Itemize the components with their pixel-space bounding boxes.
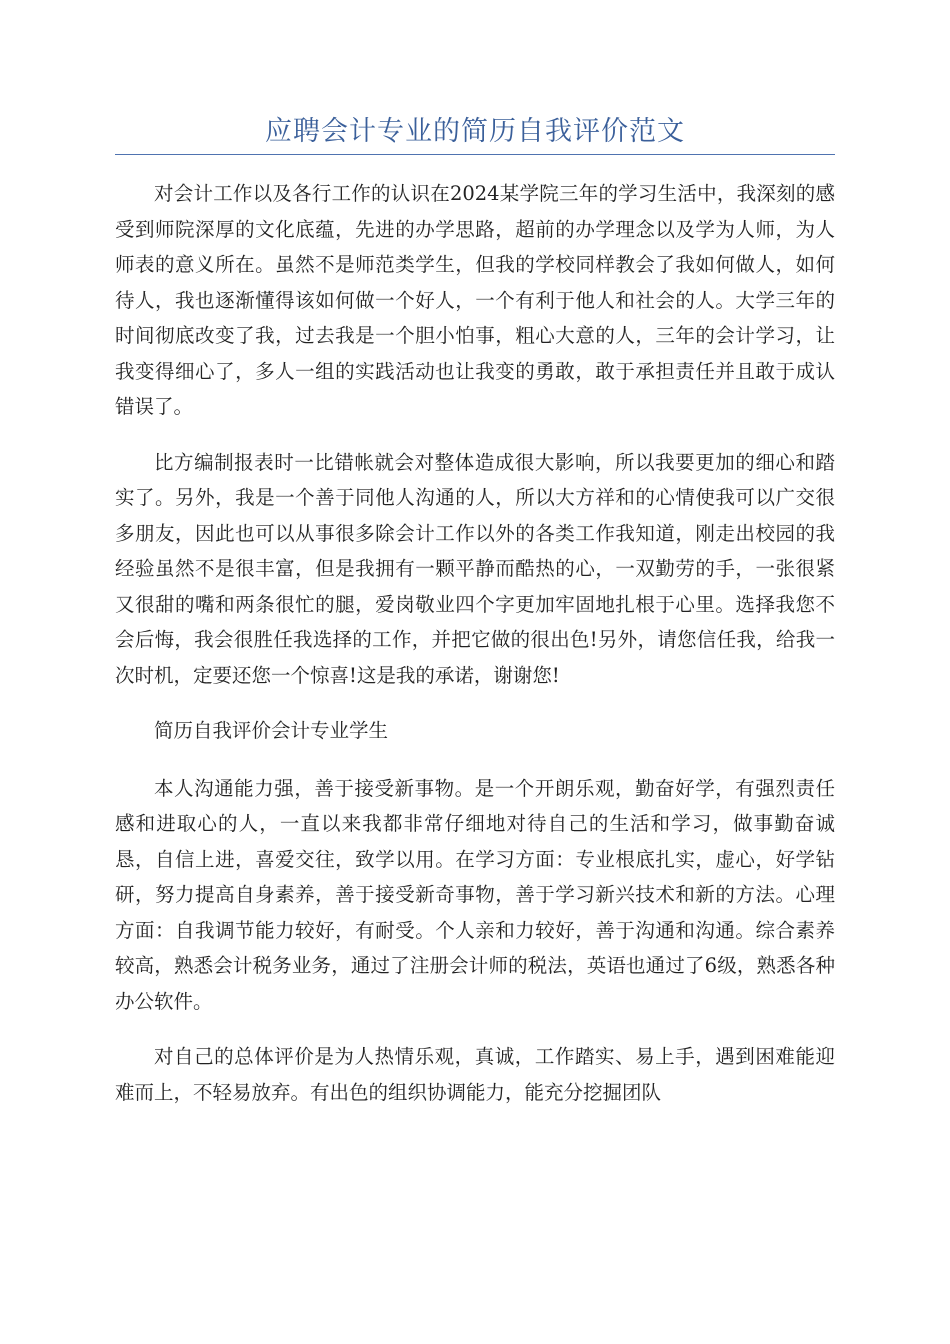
- paragraph-4: 对自己的总体评价是为人热情乐观，真诚，工作踏实、易上手，遇到困难能迎难而上，不轻易放弃。有出色的组织协调能力，能充分挖掘团队: [115, 1045, 835, 1104]
- paragraph-1: 对会计工作以及各行工作的认识在2024某学院三年的学习生活中，我深刻的感受到师院深厚的文化底蕴，先进的办学思路，超前的办学理念以及学为人师，为人师表的意义所在。虽然不是师范类学生，但我的学校同样教会了我如何做人，如何待人，我也逐渐懂得该如何做一个好人，一个有利于他人和社会的人。大学三年的时间彻底改变了我，过去我是一个胆小怕事，粗心大意的人，三年的会计学习，让我变得细心了，多人一组的实践活动也让我变的勇敢，敢于承担责任并且敢于成认错误了。: [115, 182, 835, 418]
- paragraph-3: 本人沟通能力强，善于接受新事物。是一个开朗乐观，勤奋好学，有强烈责任感和进取心的人，一直以来我都非常仔细地对待自己的生活和学习，做事勤奋诚恳，自信上进，喜爱交往，致学以用。在学习方面：专业根底扎实，虚心，好学钻研，努力提高自身素养，善于接受新奇事物，善于学习新兴技术和新的方法。心理方面：自我调节能力较好，有耐受。个人亲和力较好，善于沟通和沟通。综合素养较高，熟悉会计税务业务，通过了注册会计师的税法，英语也通过了6级，熟悉各种办公软件。: [115, 776, 835, 1013]
- document-title: 应聘会计专业的简历自我评价范文: [265, 116, 685, 147]
- section-heading: 简历自我评价会计专业学生: [154, 719, 389, 742]
- paragraph-2: 比方编制报表时一比错帐就会对整体造成很大影响，所以我要更加的细心和踏实了。另外，我是一个善于同他人沟通的人，所以大方祥和的心情使我可以广交很多朋友，因此也可以从事很多除会计工作以外的各类工作我知道，刚走出校园的我经验虽然不是很丰富，但是我拥有一颗平静而酷热的心，一双勤劳的手，一张很紧又很甜的嘴和两条很忙的腿，爱岗敬业四个字更加牢固地扎根于心里。选择我您不会后悔，我会很胜任我选择的工作，并把它做的很出色!另外，请您信任我，给我一次时机，定要还您一个惊喜!这是我的承诺，谢谢您!: [115, 450, 835, 687]
- title-underline: [115, 154, 835, 155]
- document-body: [115, 176, 835, 1130]
